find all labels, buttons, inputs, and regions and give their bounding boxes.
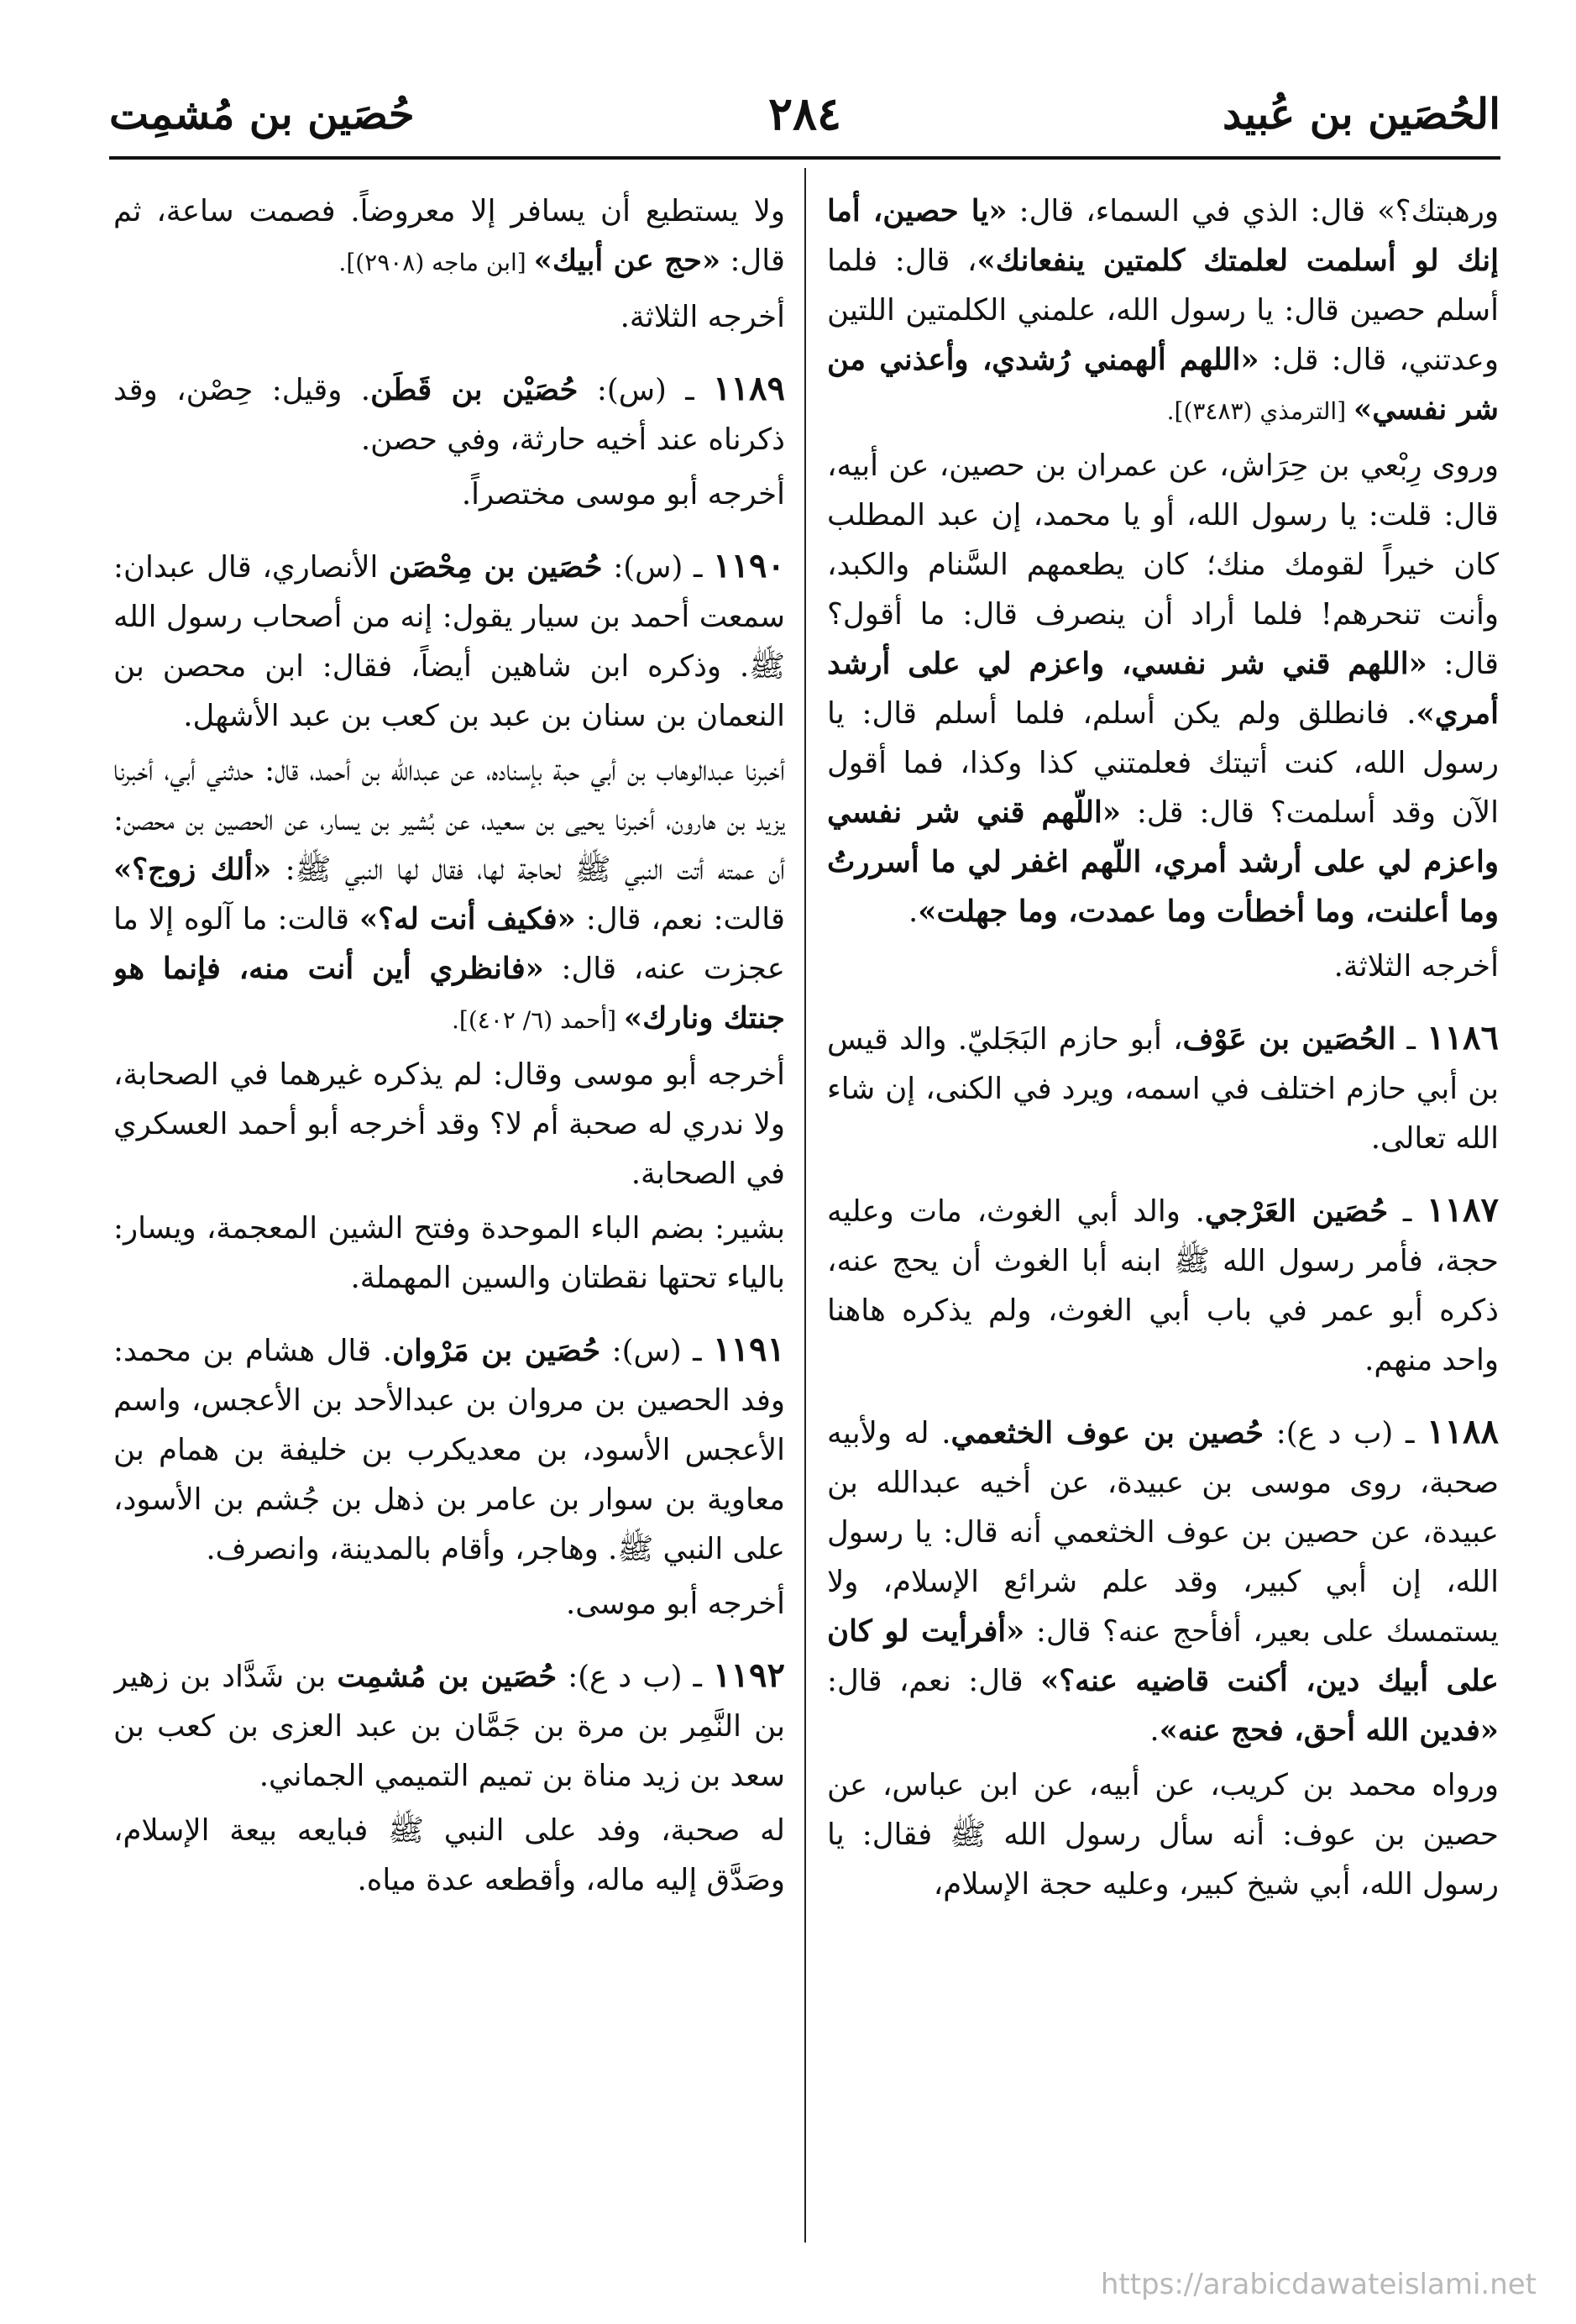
- text-run: . فانطلق ولم يكن أسلم، فلما أسلم قال: يا رسول الله، كنت أتيتك فعلمتني كذا وكذا، فما أقول الآن وقد أسلمت؟ قال: قل:: [827, 696, 1499, 830]
- text-run: بن شَدَّاد بن زهير بن النَّمِر بن مرة بن جَمَّان بن عبد العزى بن كعب بن سعد بن زيد مناة بن تميم التميمي الجماني.: [113, 1660, 785, 1793]
- bold-text: حُصَين بن مُشمِت: [337, 1660, 558, 1694]
- citation: [ابن ماجه (٢٩٠٨)].: [338, 249, 534, 276]
- entry-number: ١١٨٦: [1427, 1018, 1499, 1057]
- bold-text: «فانظري أين أنت منه، فإنما هو جنتك ونارك»: [113, 952, 785, 1036]
- text-run: ، أبو حازم البَجَليّ. والد قيس بن أبي حازم اختلف في اسمه، ويرد في الكنى، إن شاء الله تعالى.: [827, 1022, 1499, 1156]
- entry-paragraph: [113, 1650, 785, 1801]
- bold-text: «فدين الله أحق، فحج عنه»: [1159, 1713, 1499, 1748]
- bold-text: «اللهم قني شر نفسي، واعزم لي على أرشد أمري»: [827, 647, 1499, 731]
- text-run: ـ (س):: [600, 1334, 714, 1368]
- paragraph: [827, 441, 1499, 936]
- page-number: ٢٨٤: [767, 87, 842, 140]
- text-run: ـ: [1395, 1022, 1427, 1057]
- bold-text: «ألك زوج؟»: [113, 852, 272, 887]
- entry-number: ١١٩١: [713, 1330, 785, 1369]
- text-run: الأنصاري، قال عبدان: سمعت أحمد بن سيار يقول: إنه من أصحاب رسول الله ﷺ. وذكره ابن شاهين أيضاً، فقال: ابن محصن بن النعمان بن سنان بن عبد بن كعب بن عبد الأشهل.: [113, 550, 785, 733]
- bold-text: حُصَيْن بن قَطَن: [370, 373, 579, 407]
- text-run: أخرجه أبو موسى.: [566, 1587, 785, 1621]
- text-run: بشير: بضم الباء الموحدة وفتح الشين المعجمة، ويسار: بالياء تحتها نقطتان والسين المهملة.: [113, 1211, 785, 1295]
- bold-text: «فكيف أنت له؟»: [359, 902, 576, 936]
- text-run: ـ (س):: [578, 373, 714, 407]
- text-run: أخرجه الثلاثة.: [1333, 949, 1499, 984]
- text-run: ولا يستطيع أن يسافر إلا معروضاً. فصمت ساعة، ثم قال:: [113, 194, 785, 278]
- text-run: له صحبة، وفد على النبي ﷺ فبايعه بيعة الإسلام، وصَدَّق إليه ماله، وأقطعه عدة مياه.: [113, 1813, 785, 1897]
- text-run: . والد أبي الغوث، مات وعليه حجة، فأمر رسول الله ﷺ ابنه أبا الغوث أن يحج عنه، ذكره أبو عمر في باب أبي الغوث، ولم يذكره هاهنا واحد منهم.: [827, 1194, 1499, 1377]
- entry-number: ١١٨٨: [1427, 1412, 1499, 1451]
- bold-text: «اللهم ألهمني رُشدي، وأعذني من شر نفسي»: [827, 343, 1499, 427]
- entry-paragraph: [113, 541, 785, 741]
- bold-text: «يا حصين، أما إنك لو أسلمت لعلمتك كلمتين ينفعانك»: [827, 194, 1499, 278]
- text-run: . قال هشام بن محمد: وفد الحصين بن مروان بن عبدالأحد بن الأعجس، واسم الأعجس الأسود، بن معديكرب بن خليفة بن همام بن معاوية بن سوار بن عامر بن ذهل بن جُشم بن الأسود، على النبي ﷺ. وهاجر، وأقام بالمدينة، وانصرف.: [113, 1334, 785, 1566]
- entry-number: ١١٩٢: [713, 1655, 785, 1695]
- bold-text: الحُصَين بن عَوْف: [1182, 1022, 1396, 1057]
- text-run: . وقيل: حِصْن، وقد ذكرناه عند أخيه حارثة، وفي حصن.: [113, 373, 785, 457]
- text-run: أخرجه الثلاثة.: [620, 300, 785, 334]
- paragraph: [113, 292, 785, 342]
- bold-text: «حج عن أبيك»: [533, 244, 721, 278]
- bold-text: «اللّهم قني شر نفسي واعزم لي على أرشد أمري، اللّهم اغفر لي ما أسررتُ وما أعلنت، وما أخطأت وما عمدت، وما جهلت»: [827, 795, 1499, 929]
- paragraph: [113, 186, 785, 287]
- text-run: أخرجه أبو موسى وقال: لم يذكره غيرهما في الصحابة، ولا ندري له صحبة أم لا؟ وقد أخرجه أبو أحمد العسكري في الصحابة.: [113, 1057, 785, 1191]
- header-rule: [109, 156, 1500, 160]
- watermark-url: https://arabicdawateislami.net: [1100, 2268, 1537, 2301]
- column-divider: [804, 168, 806, 2243]
- paragraph: [113, 1050, 785, 1199]
- text-run: ورهبتك؟» قال: الذي في السماء، قال:: [1007, 194, 1499, 228]
- text-run: قالت: ما آلوه إلا ما عجزت عنه، قال:: [113, 902, 785, 986]
- paragraph: [113, 1204, 785, 1303]
- citation: [الترمذي (٣٤٨٣)].: [1166, 397, 1354, 425]
- running-header: [109, 77, 1500, 150]
- paragraph: [113, 1579, 785, 1629]
- text-run: ـ (س):: [602, 550, 714, 585]
- citation: [أحمد (٦/ ٤٠٢)].: [452, 1006, 624, 1034]
- text-run: ـ (ب د ع):: [1264, 1416, 1427, 1451]
- text-run: أخرجه أبو موسى مختصراً.: [461, 477, 785, 511]
- entry-paragraph: [113, 1325, 785, 1574]
- paragraph: [113, 470, 785, 519]
- paragraph: [827, 1760, 1499, 1909]
- paragraph: [827, 942, 1499, 991]
- entry-number: ١١٩٠: [713, 546, 785, 585]
- text-run: . له ولأبيه صحبة، روى موسى بن عبيدة، عن أخيه عبدالله بن عبيدة، عن حصين بن عوف الخثعمي أنه قال: يا رسول الله، إن أبي كبير، وقد علم شرائع الإسلام، ولا يستمسك على بعير، أفأحج عنه؟ قال:: [827, 1416, 1499, 1649]
- text-run: .: [1149, 1713, 1160, 1748]
- text-run: ورواه محمد بن كريب، عن أبيه، عن ابن عباس، عن حصين بن عوف: أنه سأل رسول الله ﷺ فقال: يا رسول الله، أبي شيخ كبير، وعليه حجة الإسلام،: [827, 1768, 1499, 1902]
- entry-paragraph: [827, 1013, 1499, 1163]
- bold-text: حُصَين بن مَرْوان: [391, 1334, 601, 1368]
- text-run: وروى رِبْعي بن حِرَاش، عن عمران بن حصين، عن أبيه، قال: قلت: يا رسول الله، أو يا محمد، إن عبد المطلب كان خيراً لقومك منك؛ كان يطعمهم السَّنام والكبد، وأنت تنحرهم! فلما أراد أن ينصرف قال: ما أقول؟ قال:: [827, 449, 1499, 681]
- text-run: .: [908, 894, 919, 929]
- entry-number: ١١٨٧: [1427, 1190, 1499, 1230]
- header-left-title: حُصَين بن مُشمِت: [109, 88, 415, 139]
- paragraph: [113, 1806, 785, 1905]
- entry-number: ١١٨٩: [713, 369, 785, 408]
- paragraph: [827, 186, 1499, 436]
- bold-text: «أفرأيت لو كان على أبيك دين، أكنت قاضيه عنه؟»: [827, 1614, 1499, 1698]
- text-run: قال: نعم، قال:: [827, 1664, 1041, 1698]
- text-run: ، قال: فلما أسلم حصين قال: يا رسول الله، علمني الكلمتين اللتين وعدتني، قال: قل:: [827, 244, 1499, 377]
- entry-paragraph: [827, 1185, 1499, 1385]
- right-column: [827, 186, 1499, 2236]
- text-run: ـ: [1388, 1194, 1427, 1229]
- bold-text: حُصَين بن مِحْصَن: [389, 550, 603, 585]
- text-run: أخبرنا عبدالوهاب بن أبي حبة بإسناده، عن عبدالله بن أحمد، قال: حدثني أبي، أخبرنا يزيد بن هارون، أخبرنا يحيى بن سعيد، عن بُشير بن يسار، عن الحصين بن محصن: أن عمته أتت النبي ﷺ لحاجة لها، فقال لها النبي ﷺ:: [113, 753, 785, 887]
- text-run: ـ (ب د ع):: [557, 1660, 714, 1694]
- bold-text: حُصين بن عوف الخثعمي: [950, 1416, 1264, 1451]
- header-right-title: الحُصَين بن عُبيد: [1223, 88, 1500, 139]
- paragraph: [113, 746, 785, 1045]
- bold-text: حُصَين العَرْجي: [1204, 1194, 1389, 1229]
- entry-paragraph: [827, 1407, 1499, 1755]
- entry-paragraph: [113, 364, 785, 464]
- left-column: [113, 186, 785, 2236]
- text-run: قالت: نعم، قال:: [575, 902, 785, 936]
